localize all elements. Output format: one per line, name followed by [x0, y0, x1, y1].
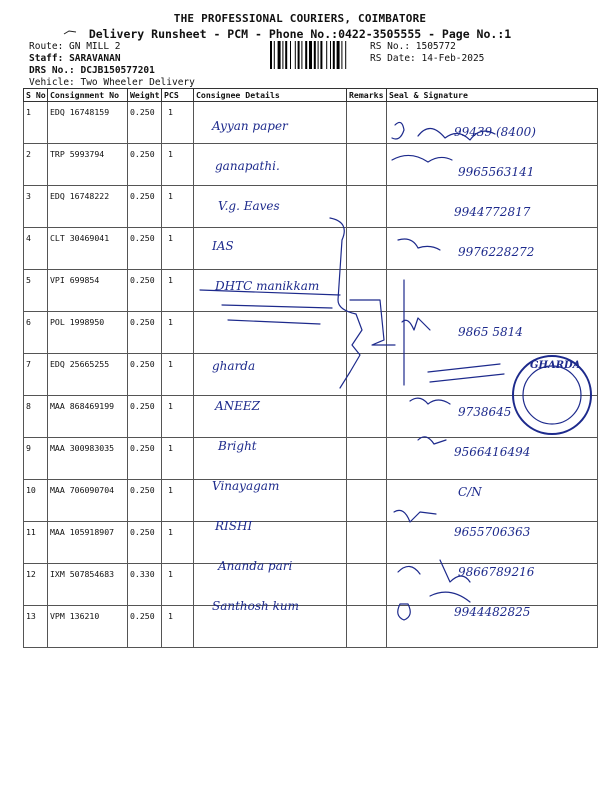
weight-cell: 0.250 [128, 270, 162, 312]
table-row [24, 186, 598, 228]
seal-cell [387, 564, 598, 606]
sno-cell: 11 [24, 522, 48, 564]
seal-cell [387, 606, 598, 648]
table-header-row [24, 89, 598, 102]
column-header: S No [24, 89, 48, 102]
handwritten-seal-entry: 9976228272 [458, 245, 535, 259]
handwritten-consignee: ganapathi. [215, 159, 280, 173]
handwritten-seal-entry: 9865 5814 [458, 325, 523, 339]
handwritten-consignee: DHTC manikkam [215, 279, 320, 293]
consignee-cell [194, 606, 347, 648]
consignee-cell [194, 228, 347, 270]
remarks-cell [347, 354, 387, 396]
staff-label: Staff: [29, 53, 64, 64]
stamp-label: GHARDA [530, 360, 581, 371]
weight-cell: 0.250 [128, 144, 162, 186]
consignment-cell: MAA 105918907 [48, 522, 128, 564]
consignee-cell [194, 270, 347, 312]
sno-cell: 9 [24, 438, 48, 480]
handwritten-seal-entry: 9944482825 [454, 605, 531, 619]
route-label: Route: GN MILL 2 [29, 41, 121, 52]
pcs-cell: 1 [162, 270, 194, 312]
consignment-cell: CLT 30469041 [48, 228, 128, 270]
seal-cell [387, 144, 598, 186]
handwritten-seal-entry: 9965563141 [458, 165, 535, 179]
remarks-cell [347, 480, 387, 522]
seal-cell [387, 102, 598, 144]
table-row [24, 438, 598, 480]
consignment-cell: MAA 868469199 [48, 396, 128, 438]
remarks-cell [347, 396, 387, 438]
consignee-cell [194, 480, 347, 522]
table-row [24, 270, 598, 312]
consignee-cell [194, 396, 347, 438]
handwritten-consignee: Ayyan paper [212, 119, 288, 133]
pcs-cell: 1 [162, 564, 194, 606]
seal-cell [387, 186, 598, 228]
sno-cell: 12 [24, 564, 48, 606]
weight-cell: 0.250 [128, 396, 162, 438]
seal-cell [387, 522, 598, 564]
table-row [24, 606, 598, 648]
table-row [24, 144, 598, 186]
pcs-cell: 1 [162, 606, 194, 648]
table-row [24, 228, 598, 270]
consignment-cell: MAA 300983035 [48, 438, 128, 480]
consignee-cell [194, 522, 347, 564]
sno-cell: 8 [24, 396, 48, 438]
consignee-cell [194, 312, 347, 354]
handwritten-seal-entry: 99439 (8400) [454, 125, 536, 139]
column-header: PCS [162, 89, 194, 102]
handwritten-consignee: gharda [212, 359, 256, 373]
handwritten-consignee: Vinayagam [212, 479, 280, 493]
handwritten-seal-entry: 9738645 [458, 405, 512, 419]
remarks-cell [347, 564, 387, 606]
consignee-cell [194, 438, 347, 480]
consignment-cell: POL 1998950 [48, 312, 128, 354]
seal-cell [387, 312, 598, 354]
pcs-cell: 1 [162, 354, 194, 396]
consignment-cell: MAA 706090704 [48, 480, 128, 522]
consignee-cell [194, 354, 347, 396]
remarks-cell [347, 606, 387, 648]
consignee-cell [194, 102, 347, 144]
table-row [24, 564, 598, 606]
weight-cell: 0.250 [128, 438, 162, 480]
weight-cell: 0.250 [128, 606, 162, 648]
seal-cell [387, 396, 598, 438]
weight-cell: 0.250 [128, 354, 162, 396]
sno-cell: 6 [24, 312, 48, 354]
pcs-cell: 1 [162, 438, 194, 480]
sno-cell: 10 [24, 480, 48, 522]
consignment-cell: VPM 136210 [48, 606, 128, 648]
pcs-cell: 1 [162, 186, 194, 228]
pcs-cell: 1 [162, 312, 194, 354]
remarks-cell [347, 522, 387, 564]
drs-number: DCJB150577201 [80, 65, 155, 76]
seal-cell [387, 270, 598, 312]
seal-cell [387, 438, 598, 480]
staff-name: SARAVANAN [69, 53, 121, 64]
vehicle-label: Vehicle: Two Wheeler Delivery [29, 77, 195, 88]
remarks-cell [347, 312, 387, 354]
barcode-icon [270, 41, 366, 69]
consignment-cell: VPI 699854 [48, 270, 128, 312]
drs-line [29, 65, 155, 77]
runsheet-title: Delivery Runsheet - PCM - Phone No.:0422-3505555 - Page No.:1 [88, 27, 512, 41]
handwritten-seal-entry: 9566416494 [454, 445, 531, 459]
remarks-cell [347, 186, 387, 228]
pcs-cell: 1 [162, 396, 194, 438]
consignee-cell [194, 564, 347, 606]
rs-number: RS No.: 1505772 [370, 41, 456, 52]
handwritten-seal-entry: 9655706363 [454, 525, 531, 539]
sno-cell: 5 [24, 270, 48, 312]
table-row [24, 354, 598, 396]
pcs-cell: 1 [162, 480, 194, 522]
remarks-cell [347, 228, 387, 270]
remarks-cell [347, 144, 387, 186]
handwritten-seal-entry: 9944772817 [454, 205, 531, 219]
table-row [24, 396, 598, 438]
handwritten-seal-entry: 9866789216 [458, 565, 535, 579]
pen-mark-icon [63, 28, 77, 36]
handwritten-consignee: IAS [212, 239, 234, 253]
company-title: THE PROFESSIONAL COURIERS, COIMBATORE [173, 12, 427, 25]
consignment-cell: EDQ 25665255 [48, 354, 128, 396]
table-row [24, 312, 598, 354]
seal-cell [387, 354, 598, 396]
consignee-cell [194, 186, 347, 228]
consignment-cell: IXM 507854683 [48, 564, 128, 606]
seal-cell [387, 480, 598, 522]
column-header: Remarks [347, 89, 387, 102]
sno-cell: 3 [24, 186, 48, 228]
weight-cell: 0.330 [128, 564, 162, 606]
handwritten-seal-entry: C/N [458, 485, 482, 499]
handwritten-consignee: ANEEZ [215, 399, 261, 413]
sno-cell: 1 [24, 102, 48, 144]
weight-cell: 0.250 [128, 522, 162, 564]
pcs-cell: 1 [162, 522, 194, 564]
table-row [24, 102, 598, 144]
consignment-cell: EDQ 16748222 [48, 186, 128, 228]
runsheet-table [23, 88, 598, 648]
weight-cell: 0.250 [128, 186, 162, 228]
weight-cell: 0.250 [128, 228, 162, 270]
consignment-cell: TRP 5993794 [48, 144, 128, 186]
rs-date: RS Date: 14-Feb-2025 [370, 53, 485, 64]
sno-cell: 13 [24, 606, 48, 648]
consignment-cell: EDQ 16748159 [48, 102, 128, 144]
table-row [24, 480, 598, 522]
column-header: Consignment No [48, 89, 128, 102]
handwritten-consignee: Ananda pari [218, 559, 293, 573]
staff-line [29, 53, 121, 65]
sno-cell: 7 [24, 354, 48, 396]
sno-cell: 4 [24, 228, 48, 270]
handwritten-consignee: V.g. Eaves [218, 199, 280, 213]
remarks-cell [347, 102, 387, 144]
column-header: Consignee Details [194, 89, 347, 102]
sno-cell: 2 [24, 144, 48, 186]
column-header: Seal & Signature [387, 89, 598, 102]
pcs-cell: 1 [162, 144, 194, 186]
column-header: Weight [128, 89, 162, 102]
table-row [24, 522, 598, 564]
handwritten-consignee: Santhosh kum [212, 599, 299, 613]
handwritten-consignee: RISHI [215, 519, 253, 533]
handwritten-consignee: Bright [218, 439, 257, 453]
pcs-cell: 1 [162, 228, 194, 270]
remarks-cell [347, 438, 387, 480]
pcs-cell: 1 [162, 102, 194, 144]
weight-cell: 0.250 [128, 480, 162, 522]
remarks-cell [347, 270, 387, 312]
weight-cell: 0.250 [128, 102, 162, 144]
consignee-cell [194, 144, 347, 186]
seal-cell [387, 228, 598, 270]
weight-cell: 0.250 [128, 312, 162, 354]
drs-label: DRS No.: [29, 65, 75, 76]
